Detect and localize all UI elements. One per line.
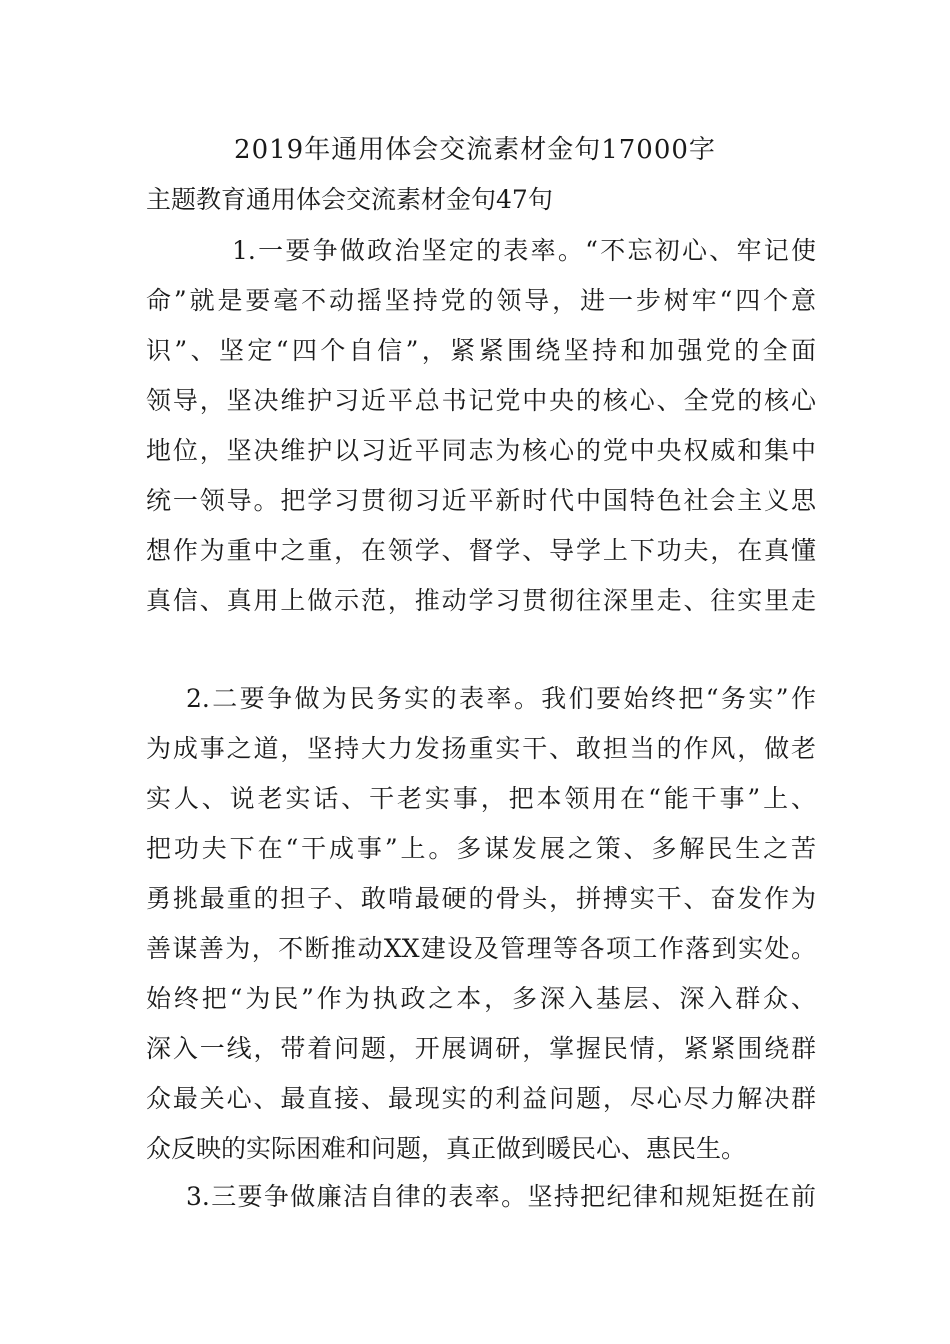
paragraph-line: 统一领导。把学习贯彻习近平新时代中国特色社会主义思 <box>146 486 816 515</box>
paragraph-2 <box>146 674 816 1174</box>
paragraph-line: 2.二要争做为民务实的表率。我们要始终把“务实”作 <box>186 684 816 713</box>
paragraph-line: 深入一线，带着问题，开展调研，掌握民情，紧紧围绕群 <box>146 1034 816 1063</box>
paragraph-line: 始终把“为民”作为执政之本，多深入基层、深入群众、 <box>146 984 816 1013</box>
paragraph-line: 识”、坚定“四个自信”，紧紧围绕坚持和加强党的全面 <box>146 336 816 365</box>
document-title: 2019年通用体会交流素材金句17000字 <box>234 135 716 165</box>
paragraph-line: 真信、真用上做示范，推动学习贯彻往深里走、往实里走 <box>146 586 816 615</box>
paragraph-line: 把功夫下在“干成事”上。多谋发展之策、多解民生之苦 <box>146 834 816 863</box>
paragraph-line: 领导，坚决维护习近平总书记党中央的核心、全党的核心 <box>146 386 816 415</box>
paragraph-line: 众最关心、最直接、最现实的利益问题，尽心尽力解决群 <box>146 1084 816 1113</box>
paragraph-line: 地位，坚决维护以习近平同志为核心的党中央权威和集中 <box>146 436 816 465</box>
paragraph-line: 1.一要争做政治坚定的表率。“不忘初心、牢记使 <box>232 236 816 265</box>
paragraph-line: 善谋善为，不断推动XX建设及管理等各项工作落到实处。 <box>146 934 816 963</box>
paragraph-line: 命”就是要毫不动摇坚持党的领导，进一步树牢“四个意 <box>146 286 816 315</box>
paragraph-line: 想作为重中之重，在领学、督学、导学上下功夫，在真懂 <box>146 536 816 565</box>
paragraph-line: 实人、说老实话、干老实事，把本领用在“能干事”上、 <box>146 784 816 813</box>
paragraph-1 <box>146 226 816 626</box>
paragraph-line: 众反映的实际困难和问题，真正做到暖民心、惠民生。 <box>146 1134 747 1163</box>
document-subtitle: 主题教育通用体会交流素材金句47句 <box>146 185 553 214</box>
paragraph-line: 勇挑最重的担子、敢啃最硬的骨头，拼搏实干、奋发作为 <box>146 884 816 913</box>
paragraph-line: 为成事之道，坚持大力发扬重实干、敢担当的作风，做老 <box>146 734 816 763</box>
paragraph-3 <box>146 1172 816 1222</box>
paragraph-line: 3.三要争做廉洁自律的表率。坚持把纪律和规矩挺在前 <box>186 1182 816 1211</box>
